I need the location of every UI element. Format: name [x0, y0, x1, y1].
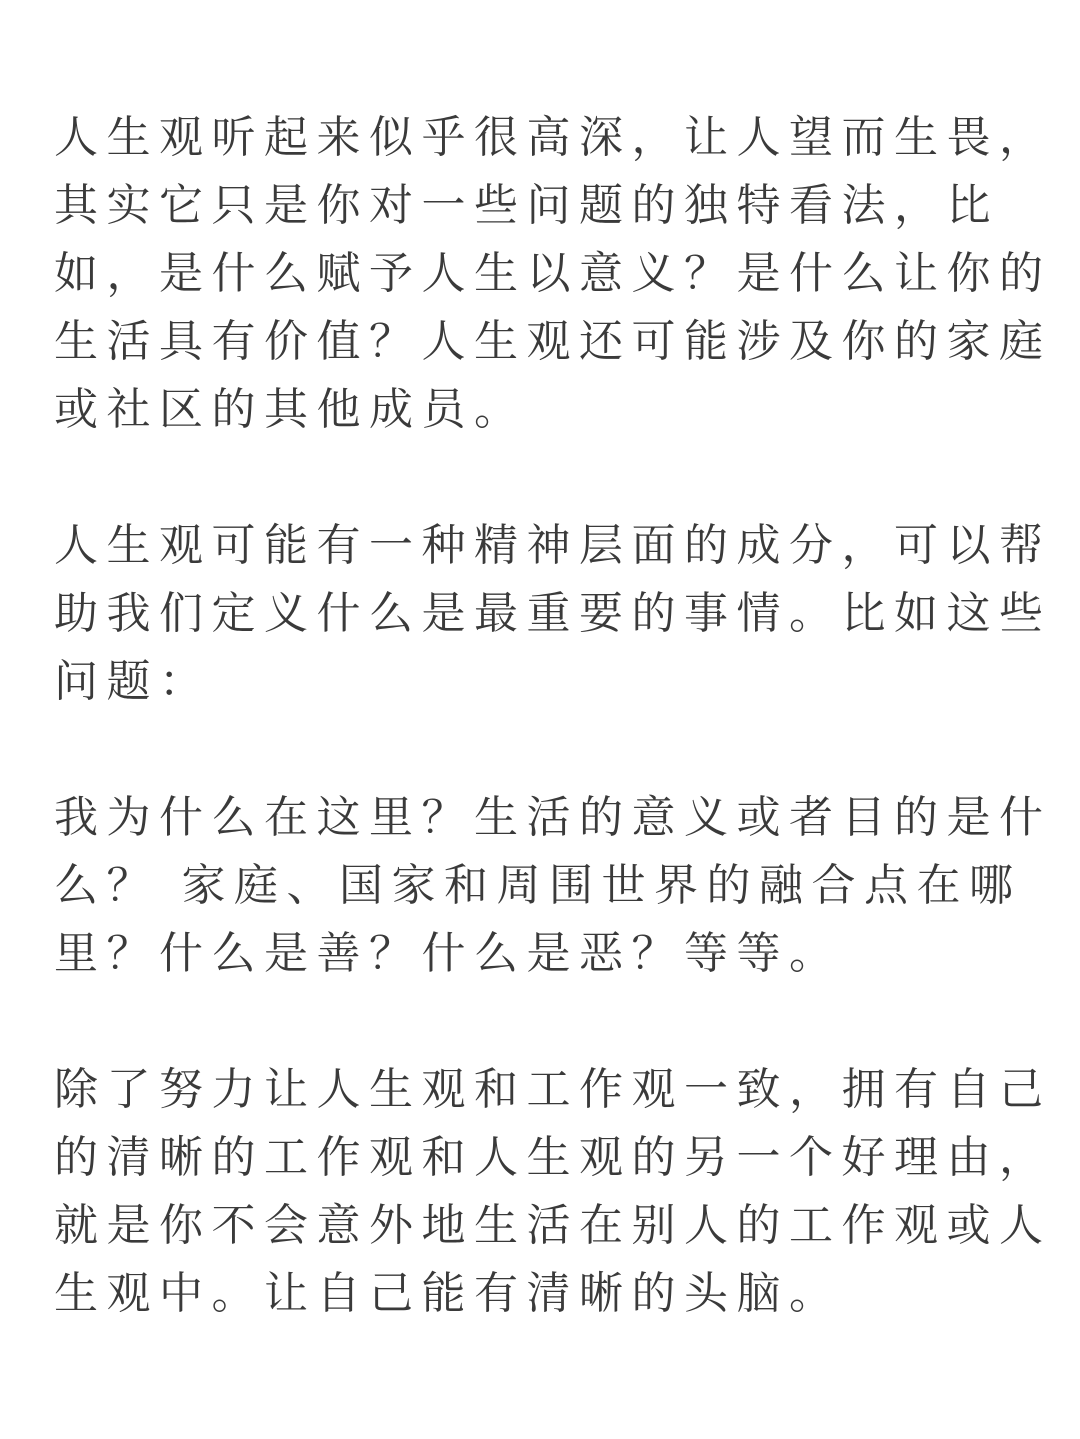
paragraph-2-line-3: 问题： — [54, 656, 212, 707]
paragraph-2-line-1: 人生观可能有一种精神层面的成分，可以帮 — [54, 520, 1052, 571]
paragraph-1-line-3: 如，是什么赋予人生以意义？是什么让你的 — [54, 248, 1052, 299]
paragraph-2 — [54, 512, 1052, 716]
paragraph-1-line-5: 或社区的其他成员。 — [54, 384, 527, 435]
paragraph-4-line-2: 的清晰的工作观和人生观的另一个好理由， — [54, 1132, 1052, 1183]
paragraph-3-line-2: 么？ 家庭、国家和周围世界的融合点在哪 — [54, 860, 1022, 911]
paragraph-4-line-1: 除了努力让人生观和工作观一致，拥有自己 — [54, 1064, 1052, 1115]
paragraph-1-line-1: 人生观听起来似乎很高深，让人望而生畏， — [54, 112, 1052, 163]
paragraph-3 — [54, 784, 1052, 988]
paragraph-3-line-1: 我为什么在这里？生活的意义或者目的是什 — [54, 792, 1052, 843]
paragraph-1-line-4: 生活具有价值？人生观还可能涉及你的家庭 — [54, 316, 1052, 367]
paragraph-4-line-3: 就是你不会意外地生活在别人的工作观或人 — [54, 1200, 1052, 1251]
paragraph-2-line-2: 助我们定义什么是最重要的事情。比如这些 — [54, 588, 1052, 639]
paragraph-4 — [54, 1056, 1052, 1328]
paragraph-4-line-4: 生观中。让自己能有清晰的头脑。 — [54, 1268, 842, 1319]
paragraph-1-line-2: 其实它只是你对一些问题的独特看法，比 — [54, 180, 999, 231]
paragraph-3-line-3: 里？什么是善？什么是恶？等等。 — [54, 928, 842, 979]
paragraph-1 — [54, 104, 1052, 444]
